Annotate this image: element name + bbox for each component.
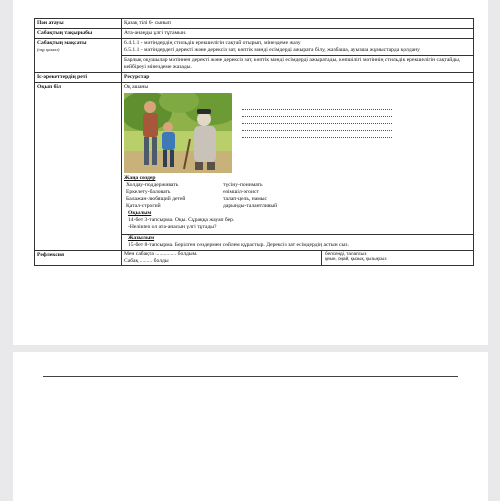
reading-question: -Нелікten ол ата-анасын үлгі тұтады? <box>128 223 217 230</box>
topic-value: Ата-анаңды ұлгі тұтамын. <box>122 28 474 38</box>
vocab-item: Холдау-поддерживать <box>126 181 179 188</box>
illustration-image <box>124 93 232 173</box>
page-divider-line <box>43 376 458 377</box>
goals-label: Сабақтың мақсаты <box>37 39 87 46</box>
family-illustration <box>124 93 232 173</box>
table-row <box>35 28 474 38</box>
table-row <box>35 250 474 265</box>
read-instruction: Оқ ашаны <box>124 83 149 90</box>
reflection-line-2: Сабақ ......... болды <box>124 257 169 264</box>
goals-cell <box>122 38 474 55</box>
table-row <box>35 38 474 55</box>
reading-heading: Оқылым <box>128 209 152 216</box>
vocab-item: Еркелету-баловать <box>126 188 171 195</box>
table-row <box>35 19 474 29</box>
goal-1: 6.4.1.1 - мәтіндердің стильдік ерекшелігін сақтай отырып, мінездеме жазу <box>124 39 301 46</box>
vocab-item: Қатал-строгий <box>126 202 161 209</box>
new-words-title: Жаңа сөздер <box>124 174 156 181</box>
goals-sublabel: (оқу қамал) <box>37 46 60 52</box>
subject-label: Пән атауы <box>35 19 122 29</box>
reflection-options-2: қиын, оңай, қызық, қызықсыз <box>325 256 387 262</box>
vocab-item: түсіну-понимать <box>223 181 263 188</box>
topic-label: Сабақтың тақырыбы <box>35 28 122 38</box>
activities-label: Іс-әрекеттердің реті <box>35 72 122 82</box>
vocab-item: өзімшіл-эгоист <box>223 188 259 195</box>
subject-value: Қазақ тілі 6- сынып <box>122 19 474 29</box>
reading-task: 14-бет 3-тапсырма. Оқы. Сұраққа жауап бер. <box>128 216 235 223</box>
goal-2: 6.5.1.1 - мәтіндердегі деректі және дерексіз зат, көптік мәнді есімдерді ажырата білу, жазбаша, ауызша жұмыстарда қолдану <box>124 46 420 53</box>
writing-heading: Жазылым <box>128 234 155 241</box>
reflection-label: Рефлексия <box>35 250 122 265</box>
vocab-item: талап-цель, намыс <box>223 195 267 202</box>
reflection-options-1: белсенді, талапсыз <box>325 250 367 256</box>
writing-task: 15-бет 8-тапсырма. Берілген сөздермен сөйлем құрастыр. Дерексіз зат есімдердің астын сыз. <box>128 241 349 248</box>
resources-header: Ресурстар <box>122 72 474 82</box>
lesson-plan-table <box>34 18 474 266</box>
know-label: Оқып біл <box>35 82 122 250</box>
reflection-cell <box>122 250 474 265</box>
document-page-1 <box>13 0 488 345</box>
document-page-2 <box>13 352 488 501</box>
answer-lines <box>242 103 392 138</box>
table-row <box>35 72 474 82</box>
vocab-item: дарынды-талантливый <box>223 202 278 209</box>
vocab-item: Балажан-любящий детей <box>126 195 186 202</box>
vocabulary-list <box>126 182 471 210</box>
table-row <box>35 82 474 250</box>
know-cell <box>122 82 474 250</box>
reflection-line-1: Мен сабақта ............... болдым. <box>124 250 198 257</box>
goals-label-cell <box>35 38 122 72</box>
expected-outcome: Барлық оқушылар мәтіннен деректі және дерексіз зат, көптік мәнді есімдерді ажыратады, көпшілігі мәтіннің стильдік ерекшелігін сақтайды, кейбіреуі мінездеме жазады. <box>122 55 474 72</box>
